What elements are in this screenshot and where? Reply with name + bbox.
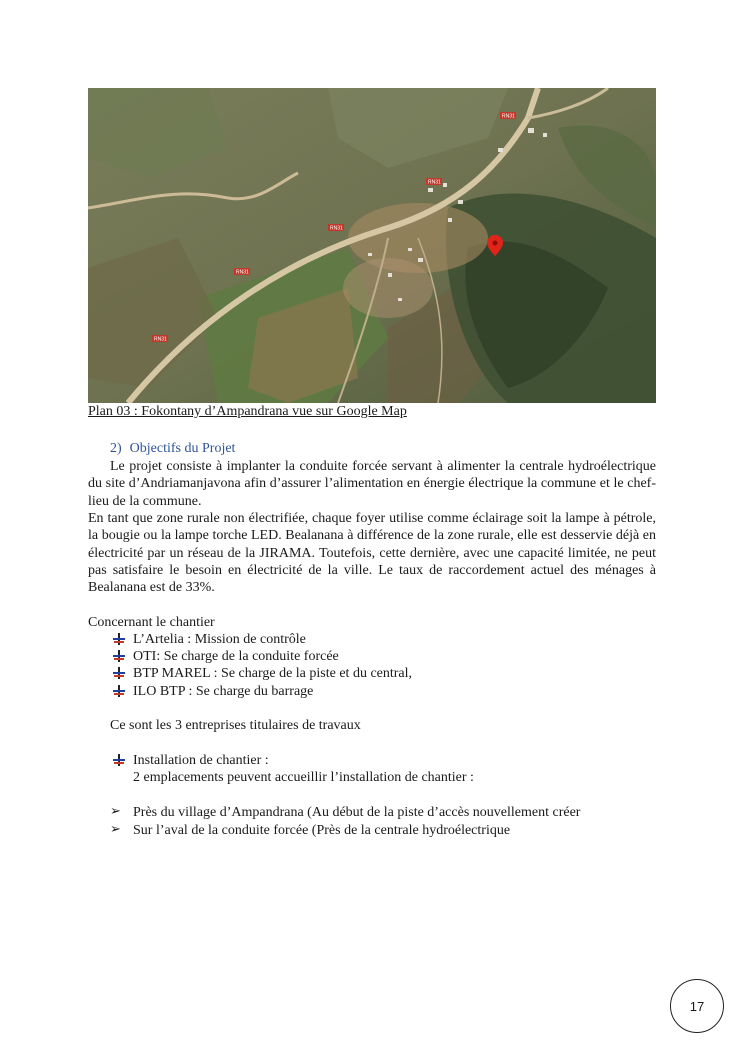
figure-caption: Plan 03 : Fokontany d’Ampandrana vue sur Google Map bbox=[88, 404, 407, 419]
road-label: RN31 bbox=[154, 336, 167, 343]
section-title: Objectifs du Projet bbox=[129, 441, 236, 456]
map-satellite-image bbox=[88, 88, 656, 403]
section-heading bbox=[110, 440, 235, 457]
list-item: ILO BTP : Se charge du barrage bbox=[133, 684, 314, 699]
paragraph-electrification: En tant que zone rurale non électrifiée, chaque foyer utilise comme éclairage soit la lampe à pétrole, la bougie ou la lampe torche LED. Bealanana à différence de la zone rurale, elle est desservie déjà en électricité par un réseau de la JIRAMA. Toutefois, cette dernière, avec une capacité limitée, ne peut pas satisfaire le besoin en électricité de la ville. Le taux de raccordement actuel des ménages à Bealanana est de 33%. bbox=[88, 511, 656, 596]
location-item: Sur l’aval de la conduite forcée (Près de la centrale hydroélectrique bbox=[133, 823, 511, 838]
road-label: RN31 bbox=[236, 269, 249, 276]
list-item: L’Artelia : Mission de contrôle bbox=[133, 632, 306, 647]
list-item: OTI: Se charge de la conduite forcée bbox=[133, 649, 339, 664]
installation-title: Installation de chantier : bbox=[133, 753, 269, 768]
section-number: 2) bbox=[110, 441, 122, 456]
arrow-bullet-icon: ➢ bbox=[110, 822, 121, 837]
road-label: RN31 bbox=[428, 179, 441, 186]
bullet-icon bbox=[113, 667, 125, 679]
bullet-icon bbox=[113, 754, 125, 766]
location-item: Près du village d’Ampandrana (Au début de la piste d’accès nouvellement créer bbox=[133, 805, 581, 820]
chantier-summary: Ce sont les 3 entreprises titulaires de travaux bbox=[110, 718, 361, 733]
bullet-icon bbox=[113, 633, 125, 645]
chantier-intro: Concernant le chantier bbox=[88, 615, 215, 630]
arrow-bullet-icon: ➢ bbox=[110, 804, 121, 819]
bullet-icon bbox=[113, 650, 125, 662]
page-number: 17 bbox=[670, 979, 724, 1033]
bullet-icon bbox=[113, 685, 125, 697]
installation-desc: 2 emplacements peuvent accueillir l’installation de chantier : bbox=[133, 770, 474, 785]
road-label: RN31 bbox=[330, 225, 343, 232]
list-item: BTP MAREL : Se charge de la piste et du central, bbox=[133, 666, 413, 681]
road-label: RN31 bbox=[502, 113, 515, 120]
paragraph-objectives: Le projet consiste à implanter la conduite forcée servant à alimenter la centrale hydroélectrique du site d’Andriamanjavona afin d’assurer l’alimentation en énergie électrique la commune et le chef-lieu de la commune. bbox=[88, 459, 656, 509]
